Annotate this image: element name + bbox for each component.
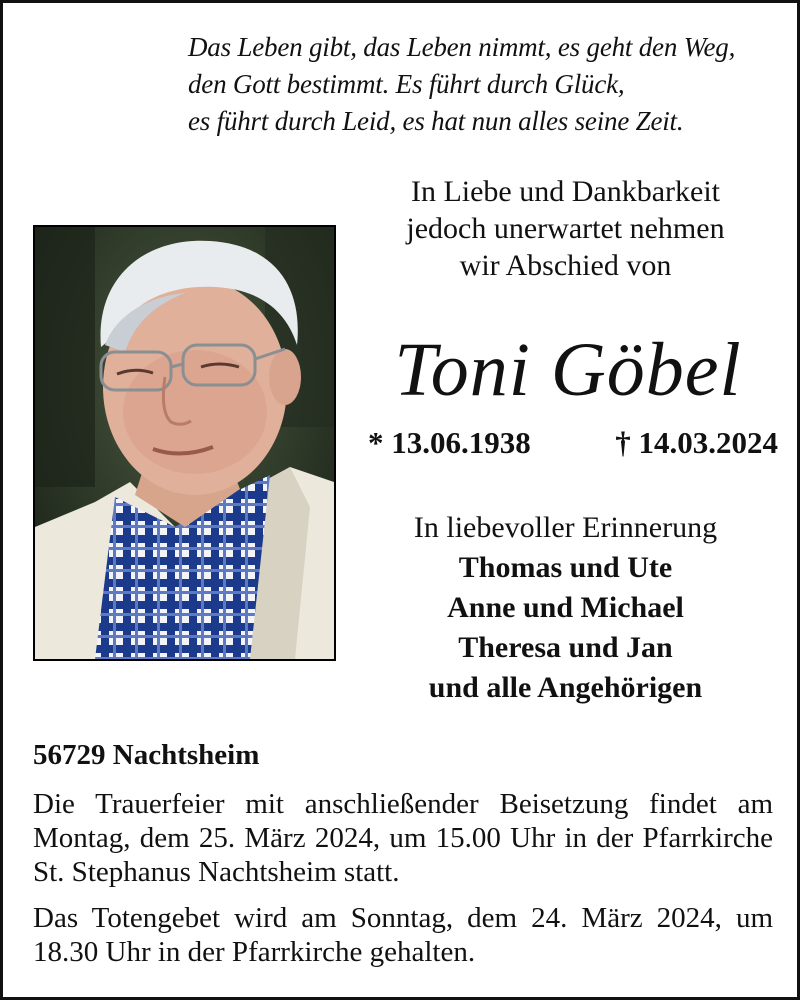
mourner-line: Anne und Michael [447, 591, 684, 624]
poem [188, 29, 788, 140]
remembrance-intro: In liebevoller Erinnerung [413, 511, 718, 544]
portrait-photo [33, 225, 336, 661]
mourner-line: und alle Angehörigen [428, 671, 703, 704]
mourners [353, 508, 778, 708]
location: 56729 Nachtsheim [33, 739, 260, 771]
life-dates [368, 423, 778, 463]
prayer-details: Das Totengebet wird am Sonntag, dem 24. März 2024, um 18.30 Uhr in der Pfarrkirche gehalten. [33, 902, 773, 968]
funeral-details: Die Trauerfeier mit anschließender Beisetzung findet am Montag, dem 25. März 2024, um 15.00 Uhr in der Pfarrkirche St. Stephanus Nachtsheim statt. [33, 788, 773, 888]
farewell-intro [353, 173, 778, 284]
intro-line: jedoch unerwartet nehmen [406, 212, 725, 245]
poem-line: Das Leben gibt, das Leben nimmt, es geht den Weg, [188, 32, 736, 62]
birth-date: * 13.06.1938 [368, 425, 531, 460]
mourner-line: Theresa und Jan [458, 631, 673, 664]
intro-line: In Liebe und Dankbarkeit [410, 175, 721, 208]
death-date: † 14.03.2024 [615, 425, 778, 460]
portrait-illustration [35, 227, 334, 659]
poem-line: es führt durch Leid, es hat nun alles seine Zeit. [188, 106, 684, 136]
deceased-name: Toni Göbel [394, 328, 742, 412]
poem-line: den Gott bestimmt. Es führt durch Glück, [188, 69, 625, 99]
mourner-line: Thomas und Ute [458, 551, 673, 584]
intro-line: wir Abschied von [459, 249, 672, 282]
